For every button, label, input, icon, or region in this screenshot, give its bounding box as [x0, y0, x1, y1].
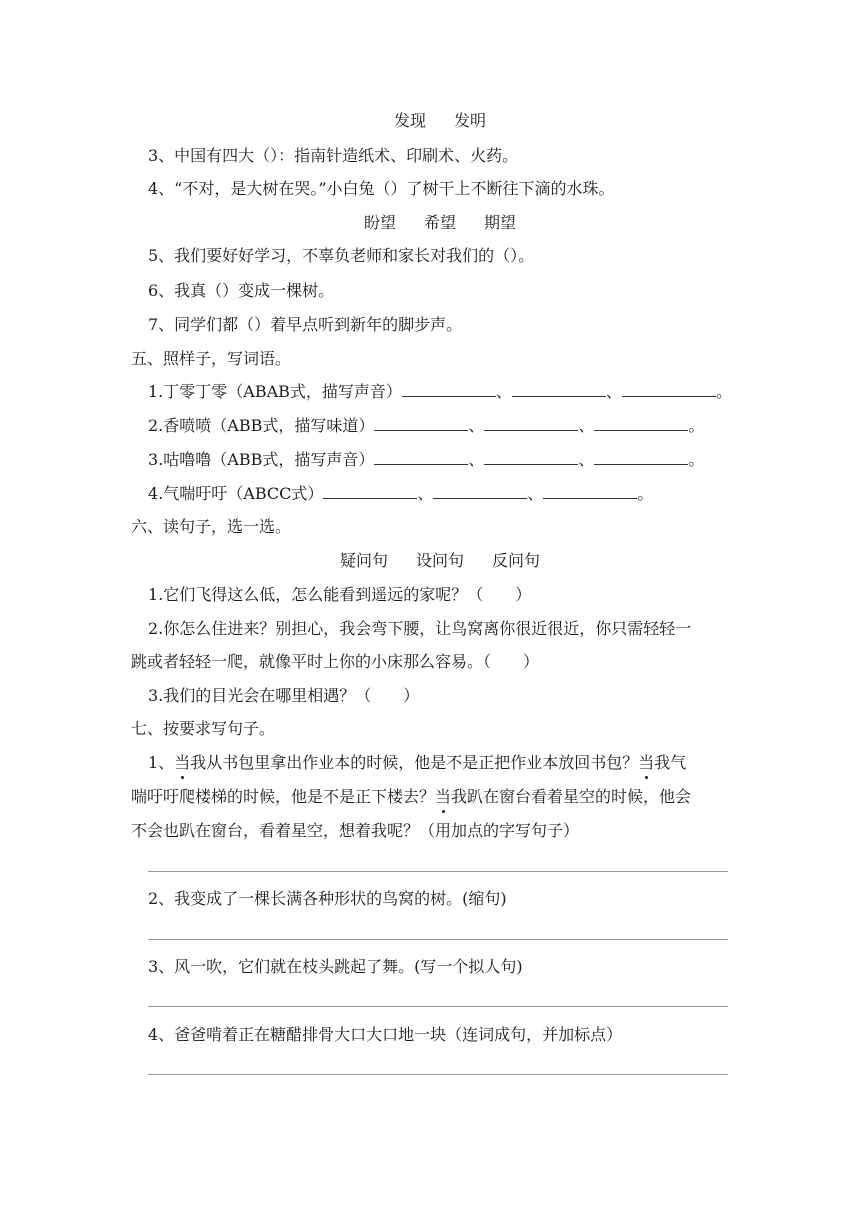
- dotted-char: 当: [435, 787, 452, 806]
- section-6-q2-line1: 2.你怎么住进来？别担心，我会弯下腰，让鸟窝离你很近很近，你只需轻轻一: [148, 619, 692, 638]
- word-option: 希望: [423, 213, 456, 232]
- word-option: 发现: [393, 111, 426, 130]
- section-7-title: 七、按要求写句子。: [131, 719, 276, 738]
- answer-blank[interactable]: [594, 416, 688, 431]
- section-7-q2: 2、我变成了一棵长满各种形状的鸟窝的树。(缩句): [148, 889, 507, 908]
- answer-blank[interactable]: [402, 382, 496, 397]
- answer-line[interactable]: [148, 1006, 728, 1007]
- section-6-title: 六、读句子，选一选。: [131, 517, 292, 536]
- answer-blank[interactable]: [512, 382, 606, 397]
- answer-blank[interactable]: [594, 450, 688, 465]
- section-5-item-2: 2.香喷喷（ABB式，描写味道） 、 、 。: [148, 416, 705, 435]
- answer-blank[interactable]: [484, 416, 578, 431]
- section-6-q3: 3.我们的目光会在哪里相遇？（ ）: [148, 686, 420, 705]
- answer-line[interactable]: [148, 1074, 728, 1075]
- section-6-q2-line2: 跳或者轻轻一爬，就像平时上你的小床那么容易。（ ）: [131, 652, 540, 671]
- section-5-item-1: 1.丁零丁零（ABAB式，描写声音） 、 、 。: [148, 382, 732, 401]
- question-4-7: 7、同学们都（）着早点听到新年的脚步声。: [148, 315, 463, 334]
- word-option: 反问句: [492, 551, 541, 570]
- answer-line[interactable]: [148, 939, 728, 940]
- question-4-4: 4、“不对，是大树在哭。”小白兔（）了树干上不断往下滴的水珠。: [148, 179, 615, 198]
- section-7-q4: 4、爸爸啃着正在糖醋排骨大口大口地一块（连词成句，并加标点）: [148, 1025, 623, 1044]
- answer-blank[interactable]: [323, 484, 417, 499]
- answer-blank[interactable]: [433, 484, 527, 499]
- section-7-q1-line2: 喘吁吁爬楼梯的时候，他是不是正下楼去？当我趴在窗台看着星空的时候，他会: [131, 787, 692, 806]
- answer-blank[interactable]: [374, 450, 468, 465]
- dotted-char: 当: [174, 753, 191, 772]
- word-option: 设问句: [415, 551, 464, 570]
- section-7-q1-line1: 1、当我从书包里拿出作业本的时候，他是不是正把作业本放回书包？当我气: [148, 753, 687, 772]
- answer-blank[interactable]: [543, 484, 637, 499]
- section-7-q1-line3: 不会也趴在窗台，看着星空，想着我呢？（用加点的字写句子）: [131, 821, 580, 840]
- section-5-item-3: 3.咕噜噜（ABB式，描写声音） 、 、 。: [148, 450, 705, 469]
- word-group-1: [150, 110, 730, 132]
- section-6-q1: 1.它们飞得这么低，怎么能看到遥远的家呢？（ ）: [148, 585, 532, 604]
- dotted-char: 当: [638, 753, 655, 772]
- answer-blank[interactable]: [484, 450, 578, 465]
- section-7-q3: 3、风一吹，它们就在枝头跳起了舞。(写一个拟人句): [148, 957, 523, 976]
- word-option: 期望: [484, 213, 517, 232]
- question-4-5: 5、我们要好好学习，不辜负老师和家长对我们的（）。: [148, 246, 535, 265]
- word-option: 疑问句: [339, 551, 388, 570]
- section-5-title: 五、照样子，写词语。: [131, 349, 292, 368]
- word-option: 盼望: [363, 213, 396, 232]
- question-4-3: 3、中国有四大（）：指南针造纸术、印刷术、火药。: [148, 146, 519, 165]
- answer-blank[interactable]: [374, 416, 468, 431]
- word-group-3: [150, 550, 730, 572]
- answer-line[interactable]: [148, 871, 728, 872]
- answer-blank[interactable]: [622, 382, 716, 397]
- word-group-2: [150, 212, 730, 234]
- section-5-item-4: 4.气喘吁吁（ABCC式） 、 、 。: [148, 484, 654, 503]
- word-option: 发明: [454, 111, 487, 130]
- question-4-6: 6、我真（）变成一棵树。: [148, 281, 335, 300]
